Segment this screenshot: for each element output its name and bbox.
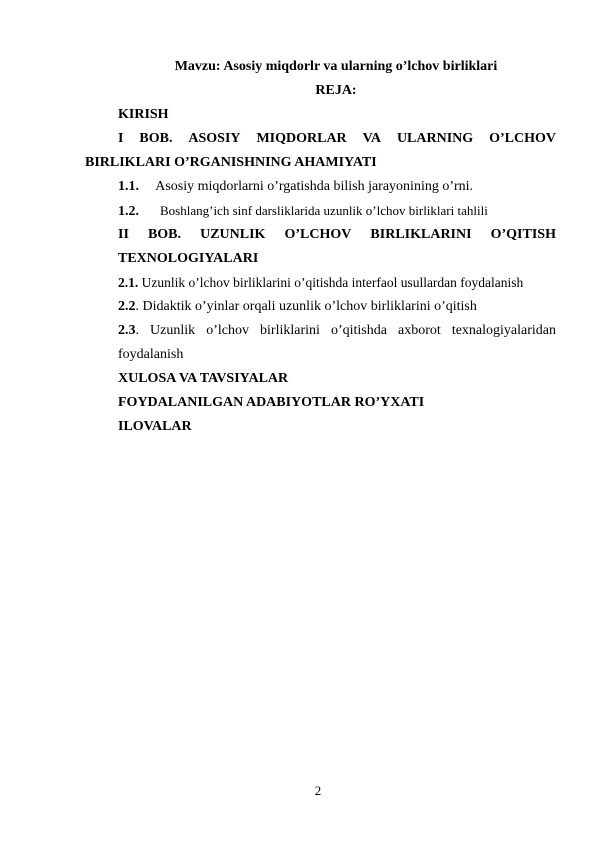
section-2-3-line1 [118,322,556,340]
chapter1-word: ULARNING [396,131,474,146]
section-number: 2.1. [118,275,139,290]
section-2-3-line2: foydalanish [118,347,184,362]
section-word: birliklarini [260,323,320,338]
chapter2-word: O’QITISH [490,227,556,242]
document-title: Mavzu: Asosiy miqdorlr va ularning o’lchov birliklari [174,59,498,74]
chapter2-word: UZUNLIK [200,227,266,242]
page-number: 2 [314,783,322,798]
section-text: Boshlang’ich sinf darsliklarida uzunlik o’lchov birliklari tahlili [160,203,488,218]
chapter1-heading-line2: BIRLIKLARI O’RGANISHNING AHAMIYATI [85,155,377,170]
chapter2-word: II [118,227,129,242]
section-word: Uzunlik [150,323,196,338]
section-number: 1.1. [118,179,139,194]
section-text: . Didaktik o’yinlar orqali uzunlik o’lchov birliklarini o’qitish [135,299,477,314]
plan-heading: REJA: [315,83,357,98]
chapter2-word: BOB. [147,227,182,242]
chapter2-word: O’LCHOV [284,227,352,242]
section-word: axborot [398,323,441,338]
section-number: 2.3 [118,323,136,338]
chapter1-word: ASOSIY [188,131,241,146]
references-item: FOYDALANILGAN ADABIYOTLAR RO’YXATI [118,395,425,410]
chapter1-word: MIQDORLAR [256,131,347,146]
conclusion-item: XULOSA VA TAVSIYALAR [118,371,289,386]
section-text: Asosiy miqdorlarni o’rgatishda bilish jarayonining o’rni. [155,179,474,194]
section-1-1 [118,178,473,196]
chapter1-heading-line1 [118,130,556,148]
chapter1-word: O’LCHOV [489,131,556,146]
introduction-item: KIRISH [118,107,169,122]
section-word: o’qitishda [330,323,387,338]
chapter2-word: BIRLIKLARINI [370,227,472,242]
section-word: o’lchov [206,323,249,338]
chapter1-word: I [118,131,124,146]
section-word: texnalogiyalaridan [451,323,556,338]
appendices-item: ILOVALAR [118,419,192,434]
chapter2-heading-line1 [118,226,556,244]
section-number: 1.2. [118,204,139,219]
section-number: 2.2 [118,299,136,314]
chapter1-word: BOB. [139,131,173,146]
section-1-2 [118,202,488,221]
chapter1-word: VA [362,131,382,146]
section-2-2 [118,298,477,316]
section-text: Uzunlik o’lchov birliklarini o’qitishda interfaol usullardan foydalanish [141,275,524,290]
section-2-1 [118,274,523,292]
section-word: . [135,323,139,338]
chapter2-heading-line2: TEXNOLOGIYALARI [118,251,259,266]
